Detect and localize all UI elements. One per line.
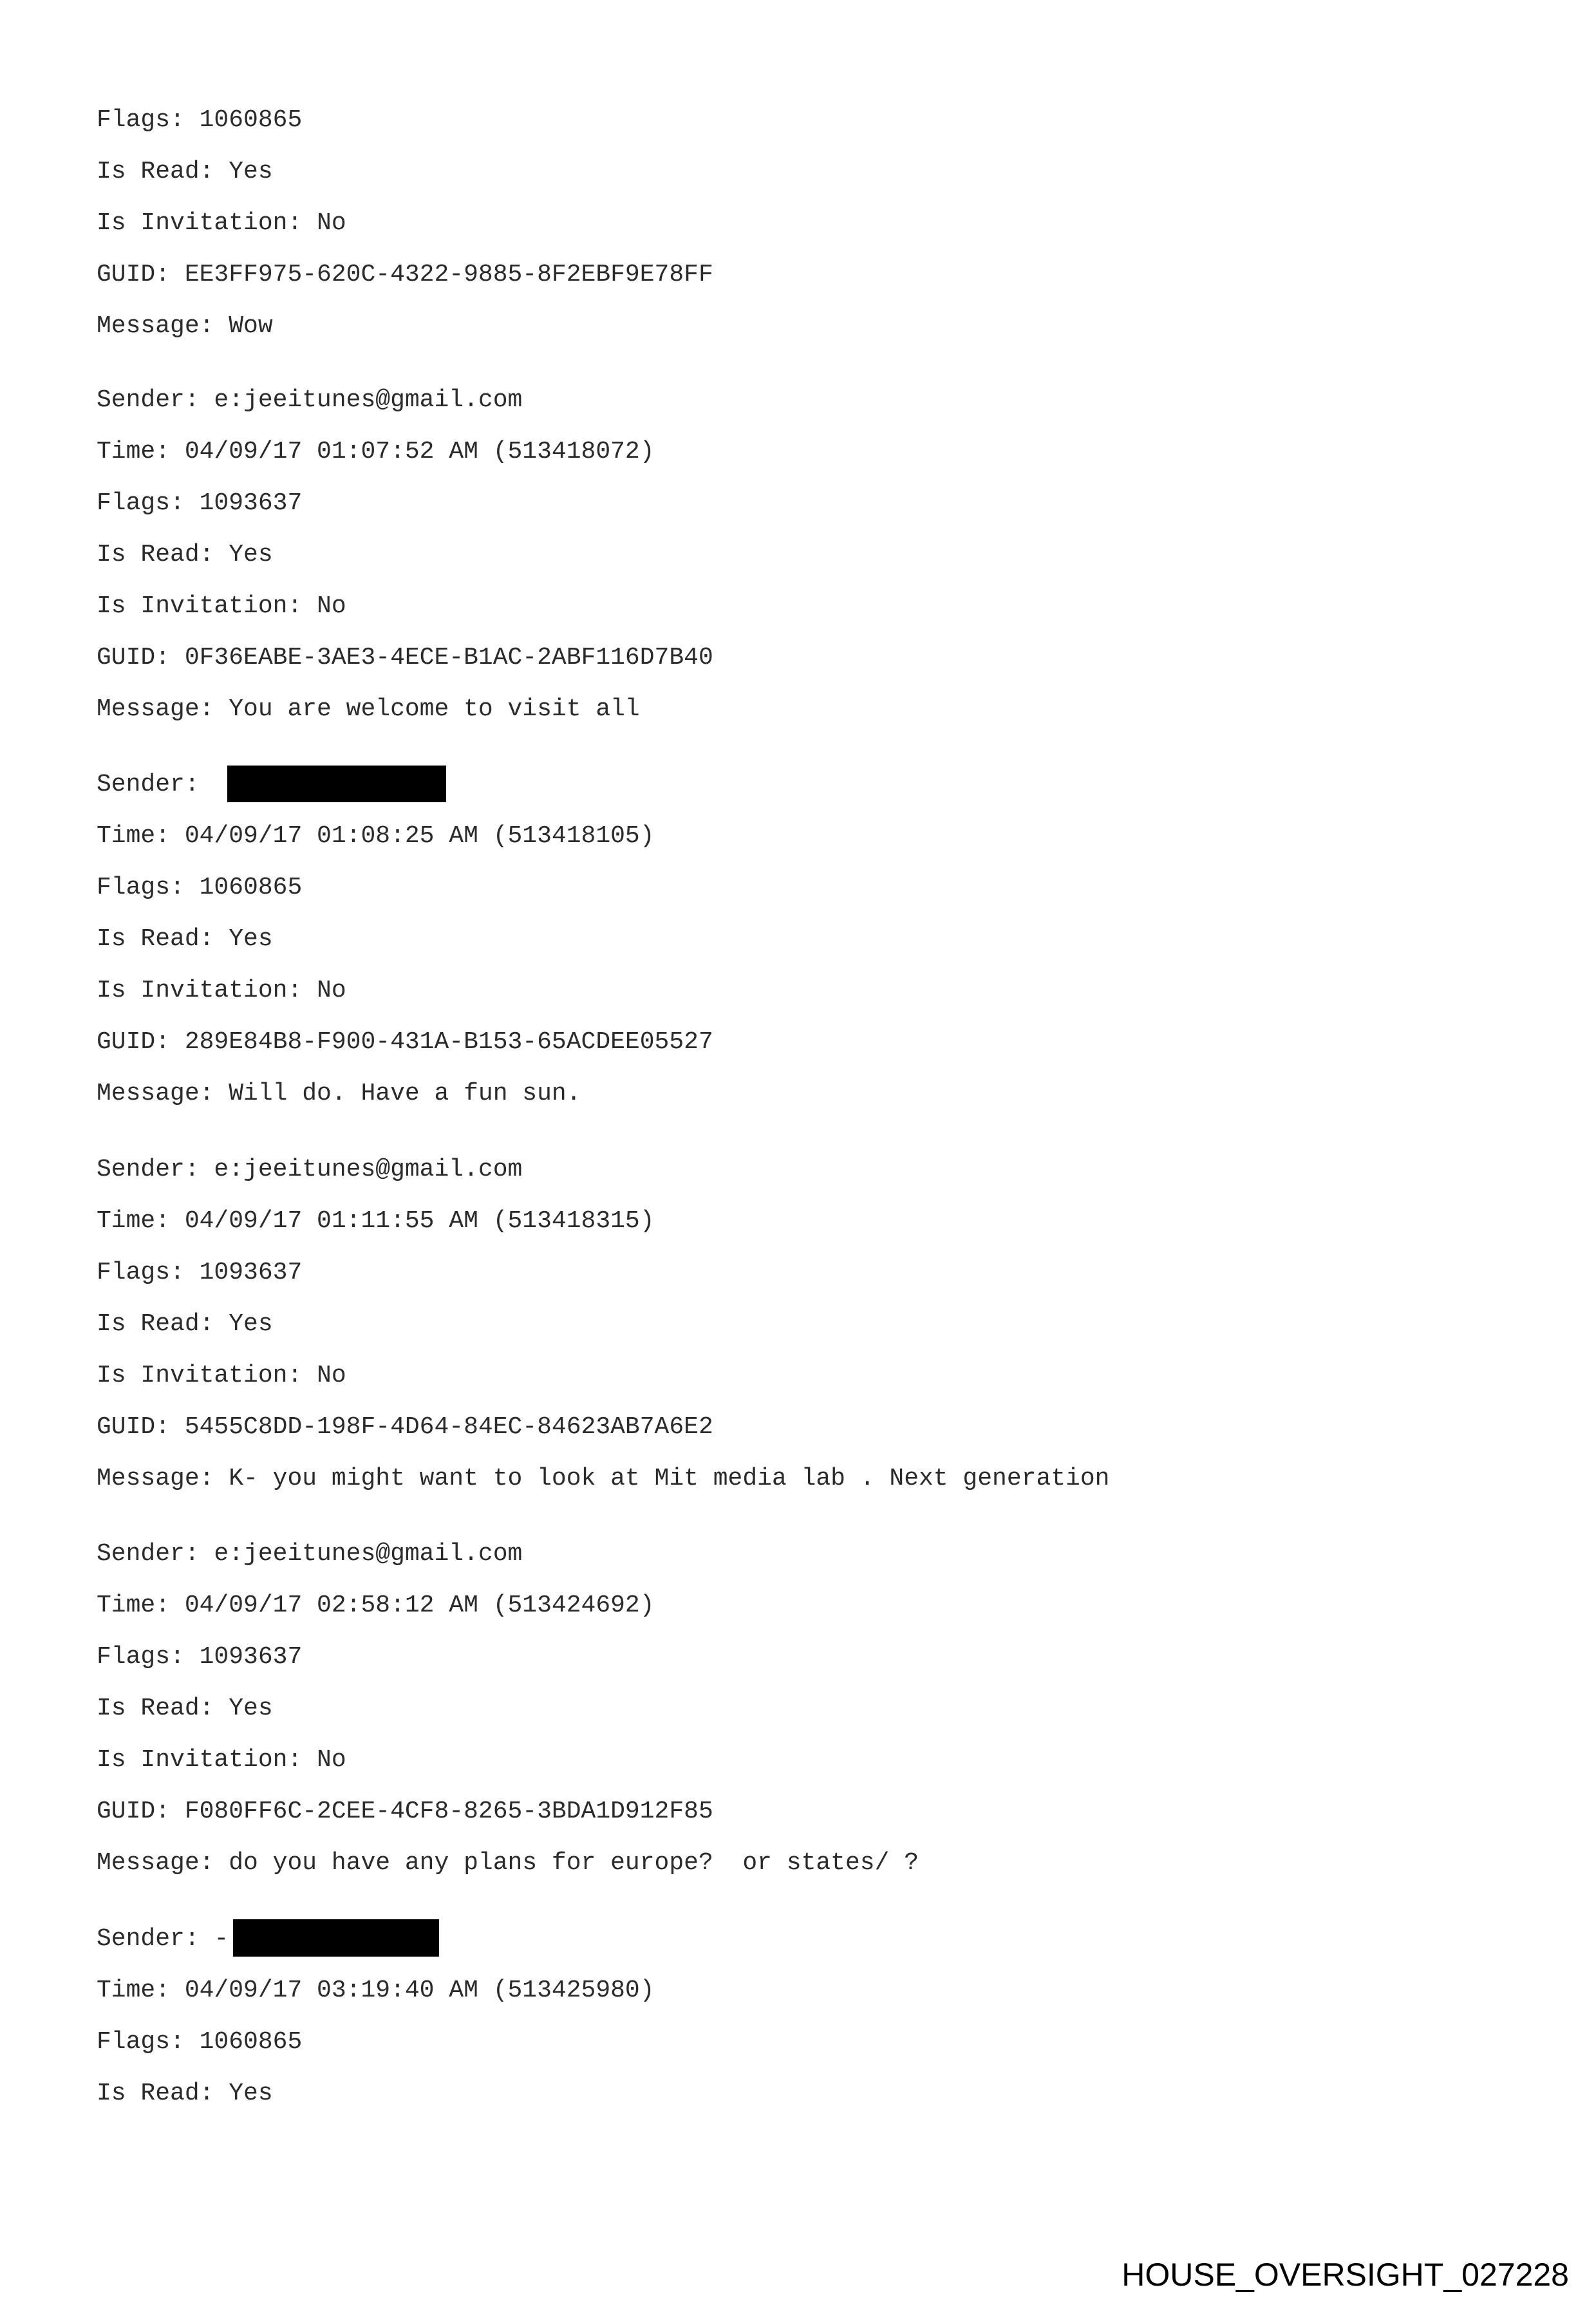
field-line: GUID: 0F36EABE-3AE3-4ECE-B1AC-2ABF116D7B40 <box>97 644 713 672</box>
field-line: Is Invitation: No <box>97 977 346 1004</box>
field-line: Is Read: Yes <box>97 2080 273 2107</box>
field-line: Time: 04/09/17 03:19:40 AM (513425980) <box>97 1977 655 2004</box>
field-line: GUID: 5455C8DD-198F-4D64-84EC-84623AB7A6E2 <box>97 1413 713 1441</box>
field-line: Is Read: Yes <box>97 158 273 185</box>
field-line: GUID: EE3FF975-620C-4322-9885-8F2EBF9E78FF <box>97 261 713 288</box>
field-line: Is Invitation: No <box>97 1746 346 1774</box>
field-line: Time: 04/09/17 01:08:25 AM (513418105) <box>97 822 655 850</box>
field-line: Flags: 1060865 <box>97 2028 303 2056</box>
message-line: Message: K- you might want to look at Mit media lab . Next generation <box>97 1465 1110 1492</box>
field-line: Flags: 1060865 <box>97 106 303 134</box>
field-line: Is Read: Yes <box>97 541 273 569</box>
message-line: Message: Wow <box>97 312 273 340</box>
redaction-box <box>227 766 446 802</box>
field-line: Flags: 1060865 <box>97 874 303 901</box>
field-line: Flags: 1093637 <box>97 1643 303 1671</box>
sender-line: Sender: e:jeeitunes@gmail.com <box>97 1156 523 1183</box>
field-line: GUID: 289E84B8-F900-431A-B153-65ACDEE05527 <box>97 1028 713 1056</box>
field-line: Is Invitation: No <box>97 1362 346 1389</box>
sender-line: Sender: <box>97 771 200 798</box>
field-line: Is Invitation: No <box>97 209 346 237</box>
sender-line: Sender: e:jeeitunes@gmail.com <box>97 386 523 414</box>
message-line: Message: do you have any plans for europe? or states/ ? <box>97 1849 919 1877</box>
field-line: Is Read: Yes <box>97 925 273 953</box>
field-line: Is Invitation: No <box>97 592 346 620</box>
field-line: Time: 04/09/17 02:58:12 AM (513424692) <box>97 1592 655 1619</box>
field-line: Flags: 1093637 <box>97 489 303 517</box>
field-line: Is Read: Yes <box>97 1310 273 1338</box>
field-line: Time: 04/09/17 01:07:52 AM (513418072) <box>97 438 655 465</box>
redaction-box <box>233 1919 439 1957</box>
field-line: Flags: 1093637 <box>97 1259 303 1286</box>
sender-line: Sender: - <box>97 1925 229 1953</box>
message-line: Message: You are welcome to visit all <box>97 695 640 723</box>
field-line: Is Read: Yes <box>97 1695 273 1722</box>
field-line: Time: 04/09/17 01:11:55 AM (513418315) <box>97 1207 655 1235</box>
message-line: Message: Will do. Have a fun sun. <box>97 1080 581 1107</box>
sender-line: Sender: e:jeeitunes@gmail.com <box>97 1540 523 1568</box>
bates-number: HOUSE_OVERSIGHT_027228 <box>1122 2257 1569 2293</box>
field-line: GUID: F080FF6C-2CEE-4CF8-8265-3BDA1D912F85 <box>97 1798 713 1825</box>
